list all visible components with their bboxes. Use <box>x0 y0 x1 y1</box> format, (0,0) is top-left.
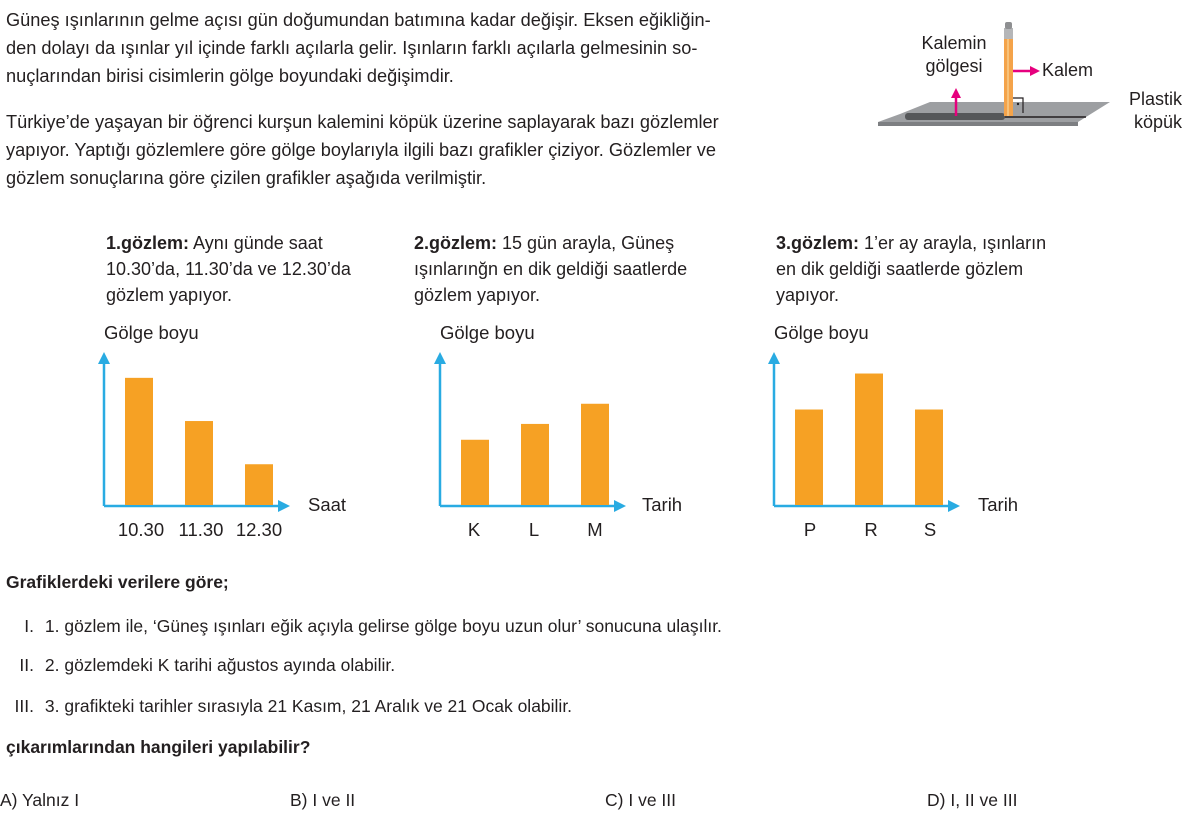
chart-bar <box>795 410 823 505</box>
foam-label-line: Plastik <box>1128 89 1182 109</box>
observation-text: 15 gün arayla, Güneş <box>497 233 675 253</box>
intro-line: yapıyor. Yaptığı gözlemlere göre gölge boylarıyla ilgili bazı grafikler çiziyor. Gözlemler ve <box>6 140 716 160</box>
chart-tick-label: M <box>587 519 603 540</box>
foam-label <box>1116 88 1182 134</box>
chart-tick-label: 11.30 <box>178 519 224 540</box>
statement-number: III. <box>14 696 34 716</box>
option-text: I ve II <box>312 790 356 810</box>
chart-bar <box>185 421 213 505</box>
question-prompt: çıkarımlarından hangileri yapılabilir? <box>6 737 311 757</box>
shadow-label-line: Kalemin <box>921 33 987 53</box>
chart-bar <box>581 404 609 505</box>
shadow-label <box>914 32 994 78</box>
observation-text: 10.30’da, 11.30’da ve 12.30’da <box>106 259 351 279</box>
observation-text: yapıyor. <box>776 285 840 305</box>
chart-bar <box>915 410 943 505</box>
intro-paragraph-1 <box>6 6 711 90</box>
intro-line: nuçlarından birisi cisimlerin gölge boyundaki değişimdir. <box>6 66 454 86</box>
chart-3 <box>750 322 1050 547</box>
intro-line: den dolayı da ışınlar yıl içinde farklı açılarla gelir. Işınların farklı açılarla gelmesinin so- <box>6 38 698 58</box>
chart-2 <box>416 322 716 547</box>
option-letter: B) <box>290 790 308 810</box>
chart-bar <box>245 464 273 505</box>
question-lead: Grafiklerdeki verilere göre; <box>6 572 229 592</box>
chart-tick-label: S <box>923 519 937 540</box>
option-b[interactable] <box>290 790 355 811</box>
option-text: I, II ve III <box>950 790 1018 810</box>
statement-text: 2. gözlemdeki K tarihi ağustos ayında olabilir. <box>44 655 396 675</box>
observation-text: gözlem yapıyor. <box>414 285 541 305</box>
observation-text: ışınlarınğn en dik geldiği saatlerde <box>414 259 688 279</box>
option-text: I ve III <box>628 790 676 810</box>
option-a[interactable] <box>0 790 79 811</box>
observation-title: 1.gözlem: <box>106 233 190 253</box>
chart-bar <box>855 374 883 505</box>
option-text: Yalnız I <box>22 790 80 810</box>
observation-text: 1’er ay arayla, ışınların <box>859 233 1047 253</box>
intro-line: Türkiye’de yaşayan bir öğrenci kurşun kalemini köpük üzerine saplayarak bazı gözlemler <box>6 112 719 132</box>
shadow-pointer-arrow <box>951 88 961 98</box>
observation-title: 3.gözlem: <box>776 233 860 253</box>
shadow-label-line: gölgesi <box>925 56 983 76</box>
foam-label-line: köpük <box>1133 112 1182 132</box>
statement-row <box>0 696 572 717</box>
statement-row <box>0 655 395 676</box>
x-axis-arrow-icon <box>278 500 290 512</box>
chart-y-label: Gölge boyu <box>104 322 199 343</box>
observation-3 <box>776 230 1046 308</box>
observation-2 <box>414 230 687 308</box>
chart-bar <box>125 378 153 505</box>
chart-y-label: Gölge boyu <box>440 322 535 343</box>
x-axis-arrow-icon <box>614 500 626 512</box>
option-letter: D) <box>927 790 946 810</box>
statement-number: I. <box>24 616 34 636</box>
option-d[interactable] <box>927 790 1017 811</box>
chart-tick-label: P <box>803 519 817 540</box>
y-axis-arrow-icon <box>768 352 780 364</box>
option-c[interactable] <box>605 790 676 811</box>
chart-x-label: Tarih <box>978 494 1019 515</box>
statement-number: II. <box>19 655 34 675</box>
intro-paragraph-2 <box>6 108 719 192</box>
y-axis-arrow-icon <box>434 352 446 364</box>
chart-tick-label: 12.30 <box>235 519 283 540</box>
option-letter: A) <box>0 790 18 810</box>
chart-bar <box>461 440 489 505</box>
observation-text: en dik geldiği saatlerde gözlem <box>776 259 1024 279</box>
chart-tick-label: K <box>467 519 481 540</box>
observation-title: 2.gözlem: <box>414 233 498 253</box>
y-axis-arrow-icon <box>98 352 110 364</box>
chart-bar <box>521 424 549 505</box>
chart-y-label: Gölge boyu <box>774 322 869 343</box>
intro-line: Güneş ışınlarının gelme açısı gün doğumundan batımına kadar değişir. Eksen eğikliğin- <box>6 10 711 30</box>
chart-tick-label: 10.30 <box>117 519 165 540</box>
intro-line: gözlem sonuçlarına göre çizilen grafikler aşağıda verilmiştir. <box>6 168 487 188</box>
pencil-pointer-arrow <box>1030 66 1040 76</box>
chart-tick-label: R <box>864 519 878 540</box>
chart-x-label: Saat <box>308 494 347 515</box>
chart-x-label: Tarih <box>642 494 683 515</box>
statement-text: 1. gözlem ile, ‘Güneş ışınları eğik açıyla gelirse gölge boyu uzun olur’ sonucuna ulaşılır. <box>44 616 722 636</box>
observation-text: Aynı günde saat <box>189 233 323 253</box>
pencil-label: Kalem <box>1042 60 1094 80</box>
pencil-foam-diagram <box>870 18 1182 148</box>
chart-1 <box>80 322 380 547</box>
observation-text: gözlem yapıyor. <box>106 285 233 305</box>
chart-tick-label: L <box>528 519 540 540</box>
option-letter: C) <box>605 790 624 810</box>
observation-1 <box>106 230 351 308</box>
statement-text: 3. grafikteki tarihler sırasıyla 21 Kasım, 21 Aralık ve 21 Ocak olabilir. <box>44 696 573 716</box>
statement-row <box>0 616 722 637</box>
x-axis-arrow-icon <box>948 500 960 512</box>
